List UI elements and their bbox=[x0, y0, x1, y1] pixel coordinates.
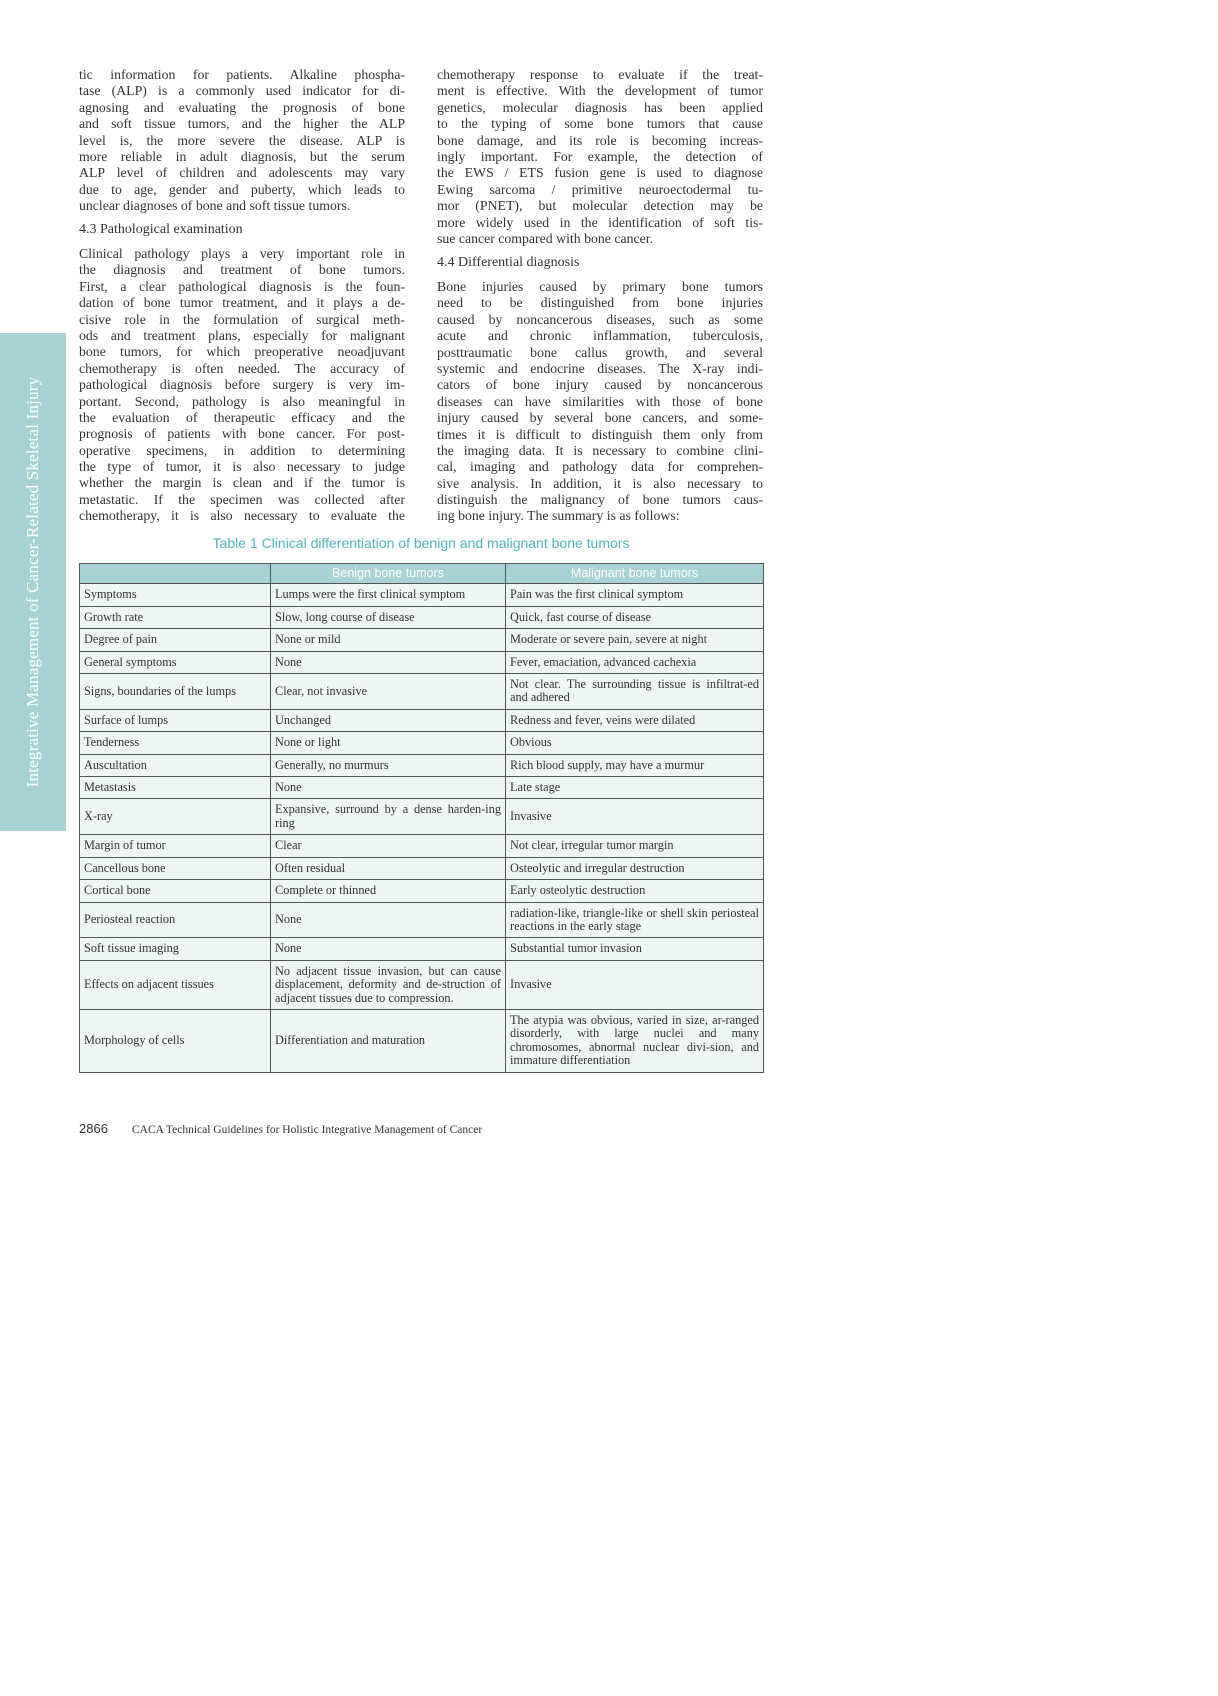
cell-feature: Degree of pain bbox=[80, 629, 271, 651]
text-line: mor (PNET), but molecular detection may be bbox=[437, 198, 763, 214]
table-row bbox=[80, 709, 764, 731]
cell-feature: Morphology of cells bbox=[80, 1009, 271, 1072]
page-number: 2866 bbox=[79, 1121, 108, 1136]
text-line: to the typing of some bone tumors that cause bbox=[437, 116, 763, 132]
text-line: unclear diagnoses of bone and soft tissue tumors. bbox=[79, 198, 351, 214]
cell-benign: Unchanged bbox=[271, 709, 506, 731]
text-line: the diagnosis and treatment of bone tumors. bbox=[79, 262, 405, 278]
text-line: portant. Second, pathology is also meaningful in bbox=[79, 393, 405, 409]
text-line: chemotherapy response to evaluate if the treat- bbox=[437, 67, 763, 82]
journal-title: CACA Technical Guidelines for Holistic Integrative Management of Cancer bbox=[131, 1124, 483, 1136]
header-cell-malignant: Malignant bone tumors bbox=[506, 564, 764, 584]
right-para-2 bbox=[437, 279, 763, 525]
text-line: distinguish the malignancy of bone tumors caus- bbox=[437, 492, 763, 508]
table-row bbox=[80, 960, 764, 1009]
text-line: Clinical pathology plays a very important role in bbox=[79, 246, 405, 261]
cell-feature: Soft tissue imaging bbox=[80, 938, 271, 960]
cell-benign: Complete or thinned bbox=[271, 880, 506, 902]
text-line: cisive role in the formulation of surgical meth- bbox=[79, 311, 405, 327]
table-row bbox=[80, 902, 764, 938]
table-row bbox=[80, 732, 764, 754]
cell-benign: Clear, not invasive bbox=[271, 674, 506, 710]
page-footer bbox=[79, 1120, 482, 1138]
cell-malignant: Obvious bbox=[506, 732, 764, 754]
text-line: ingly important. For example, the detection of bbox=[437, 148, 763, 164]
table-row bbox=[80, 880, 764, 902]
text-line: tase (ALP) is a commonly used indicator for di- bbox=[79, 83, 405, 99]
text-line: bone tumors, for which preoperative neoadjuvant bbox=[79, 344, 405, 360]
differentiation-table bbox=[79, 563, 764, 1073]
cell-malignant: Quick, fast course of disease bbox=[506, 606, 764, 628]
table-row bbox=[80, 651, 764, 673]
side-title-band bbox=[0, 333, 66, 831]
text-line: whether the margin is clean and if the tumor is bbox=[79, 475, 405, 491]
text-line: First, a clear pathological diagnosis is the foun- bbox=[79, 278, 405, 294]
cell-malignant: Late stage bbox=[506, 777, 764, 799]
text-line: chemotherapy is often needed. The accuracy of bbox=[79, 360, 405, 376]
cell-feature: Periosteal reaction bbox=[80, 902, 271, 938]
text-line: due to age, gender and puberty, which leads to bbox=[79, 181, 405, 197]
cell-feature: General symptoms bbox=[80, 651, 271, 673]
text-line: diseases can have similarities with those of bone bbox=[437, 393, 763, 409]
text-line: ALP level of children and adolescents may vary bbox=[79, 165, 405, 181]
cell-malignant: Not clear, irregular tumor margin bbox=[506, 835, 764, 857]
text-line: ing bone injury. The summary is as follows: bbox=[437, 508, 680, 524]
text-line: sive analysis. In addition, it is also necessary to bbox=[437, 475, 763, 491]
table-row bbox=[80, 938, 764, 960]
cell-benign: None or light bbox=[271, 732, 506, 754]
cell-benign: Slow, long course of disease bbox=[271, 606, 506, 628]
cell-benign: Expansive, surround by a dense harden-ing ring bbox=[271, 799, 506, 835]
cell-malignant: Rich blood supply, may have a murmur bbox=[506, 754, 764, 776]
cell-benign: None or mild bbox=[271, 629, 506, 651]
text-line: posttraumatic bone callus growth, and several bbox=[437, 344, 763, 360]
text-line: systemic and endocrine diseases. The X-ray indi- bbox=[437, 360, 763, 376]
cell-feature: Margin of tumor bbox=[80, 835, 271, 857]
cell-malignant: Fever, emaciation, advanced cachexia bbox=[506, 651, 764, 673]
text-line: tic information for patients. Alkaline phospha- bbox=[79, 67, 405, 82]
text-line: operative specimens, in addition to determining bbox=[79, 442, 405, 458]
text-line: cal, imaging and pathology data for comprehen- bbox=[437, 459, 763, 475]
table-row bbox=[80, 584, 764, 606]
table-row bbox=[80, 606, 764, 628]
table-row bbox=[80, 799, 764, 835]
table-row bbox=[80, 857, 764, 879]
cell-feature: Surface of lumps bbox=[80, 709, 271, 731]
text-line: more widely used in the identification of soft tis- bbox=[437, 214, 763, 230]
table-caption: Table 1 Clinical differentiation of benign and malignant bone tumors bbox=[212, 535, 630, 551]
cell-malignant: Not clear. The surrounding tissue is infiltrat-ed and adhered bbox=[506, 674, 764, 710]
cell-benign: No adjacent tissue invasion, but can cause displacement, deformity and de-struction of adjacent tissues due to compression. bbox=[271, 960, 506, 1009]
text-line: the type of tumor, it is also necessary to judge bbox=[79, 459, 405, 475]
text-line: Bone injuries caused by primary bone tumors bbox=[437, 279, 763, 294]
table-row bbox=[80, 674, 764, 710]
text-line: prognosis of patients with bone cancer. For post- bbox=[79, 426, 405, 442]
text-line: the EWS / ETS fusion gene is used to diagnose bbox=[437, 165, 763, 181]
cell-malignant: Pain was the first clinical symptom bbox=[506, 584, 764, 606]
cell-malignant: The atypia was obvious, varied in size, ar-ranged disorderly, with large nuclei and many chromosomes, abnormal nuclear divi-sion, and immature differentiation bbox=[506, 1009, 764, 1072]
header-cell-feature bbox=[80, 564, 271, 584]
cell-benign: Differentiation and maturation bbox=[271, 1009, 506, 1072]
cell-benign: Often residual bbox=[271, 857, 506, 879]
text-line: the imaging data. It is necessary to combine clini- bbox=[437, 442, 763, 458]
text-line: injury caused by several bone cancers, and some- bbox=[437, 410, 763, 426]
cell-feature: Cancellous bone bbox=[80, 857, 271, 879]
cell-benign: None bbox=[271, 938, 506, 960]
table-header-row bbox=[80, 564, 764, 584]
text-line: cators of bone injury caused by noncancerous bbox=[437, 377, 763, 393]
text-line: metastatic. If the specimen was collected after bbox=[79, 491, 405, 507]
cell-benign: Clear bbox=[271, 835, 506, 857]
cell-malignant: Redness and fever, veins were dilated bbox=[506, 709, 764, 731]
cell-benign: None bbox=[271, 777, 506, 799]
left-para-2 bbox=[79, 246, 405, 525]
text-line: level is, the more severe the disease. ALP is bbox=[79, 132, 405, 148]
cell-feature: X-ray bbox=[80, 799, 271, 835]
cell-malignant: Osteolytic and irregular destruction bbox=[506, 857, 764, 879]
cell-benign: Generally, no murmurs bbox=[271, 754, 506, 776]
cell-feature: Auscultation bbox=[80, 754, 271, 776]
text-line: need to be distinguished from bone injuries bbox=[437, 295, 763, 311]
header-cell-benign: Benign bone tumors bbox=[271, 564, 506, 584]
cell-malignant: Invasive bbox=[506, 799, 764, 835]
cell-feature: Effects on adjacent tissues bbox=[80, 960, 271, 1009]
text-line: genetics, molecular diagnosis has been applied bbox=[437, 99, 763, 115]
table-row bbox=[80, 754, 764, 776]
table-row bbox=[80, 1009, 764, 1072]
text-line: the evaluation of therapeutic efficacy and the bbox=[79, 409, 405, 425]
side-title: Integrative Management of Cancer-Related Skeletal Injury bbox=[23, 376, 42, 788]
text-line: pathological diagnosis before surgery is very im- bbox=[79, 377, 405, 393]
text-line: chemotherapy, it is also necessary to evaluate the bbox=[79, 508, 405, 524]
table-row bbox=[80, 835, 764, 857]
text-line: dation of bone tumor treatment, and it plays a de- bbox=[79, 295, 405, 311]
cell-feature: Growth rate bbox=[80, 606, 271, 628]
cell-malignant: Substantial tumor invasion bbox=[506, 938, 764, 960]
cell-malignant: Invasive bbox=[506, 960, 764, 1009]
text-line: caused by noncancerous diseases, such as some bbox=[437, 311, 763, 327]
text-line: ods and treatment plans, especially for malignant bbox=[79, 327, 405, 343]
text-line: agnosing and evaluating the prognosis of bone bbox=[79, 99, 405, 115]
left-para-1 bbox=[79, 67, 405, 215]
cell-feature: Metastasis bbox=[80, 777, 271, 799]
section-heading-4-4: 4.4 Differential diagnosis bbox=[437, 255, 580, 270]
text-line: acute and chronic inflammation, tuberculosis, bbox=[437, 328, 763, 344]
cell-feature: Signs, boundaries of the lumps bbox=[80, 674, 271, 710]
section-heading-4-3: 4.3 Pathological examination bbox=[79, 222, 243, 237]
text-line: and soft tissue tumors, and the higher the ALP bbox=[79, 116, 405, 132]
text-line: ment is effective. With the development of tumor bbox=[437, 83, 763, 99]
right-para-1 bbox=[437, 67, 763, 247]
text-line: Ewing sarcoma / primitive neuroectodermal tu- bbox=[437, 181, 763, 197]
cell-benign: None bbox=[271, 651, 506, 673]
text-line: more reliable in adult diagnosis, but the serum bbox=[79, 148, 405, 164]
cell-malignant: radiation-like, triangle-like or shell skin periosteal reactions in the early stage bbox=[506, 902, 764, 938]
cell-benign: Lumps were the first clinical symptom bbox=[271, 584, 506, 606]
text-line: bone damage, and its role is becoming increas- bbox=[437, 132, 763, 148]
text-line: sue cancer compared with bone cancer. bbox=[437, 230, 654, 246]
cell-malignant: Early osteolytic destruction bbox=[506, 880, 764, 902]
cell-malignant: Moderate or severe pain, severe at night bbox=[506, 629, 764, 651]
cell-feature: Symptoms bbox=[80, 584, 271, 606]
table-row bbox=[80, 777, 764, 799]
text-line: times it is difficult to distinguish them only from bbox=[437, 426, 763, 442]
table-row bbox=[80, 629, 764, 651]
cell-benign: None bbox=[271, 902, 506, 938]
cell-feature: Tenderness bbox=[80, 732, 271, 754]
cell-feature: Cortical bone bbox=[80, 880, 271, 902]
